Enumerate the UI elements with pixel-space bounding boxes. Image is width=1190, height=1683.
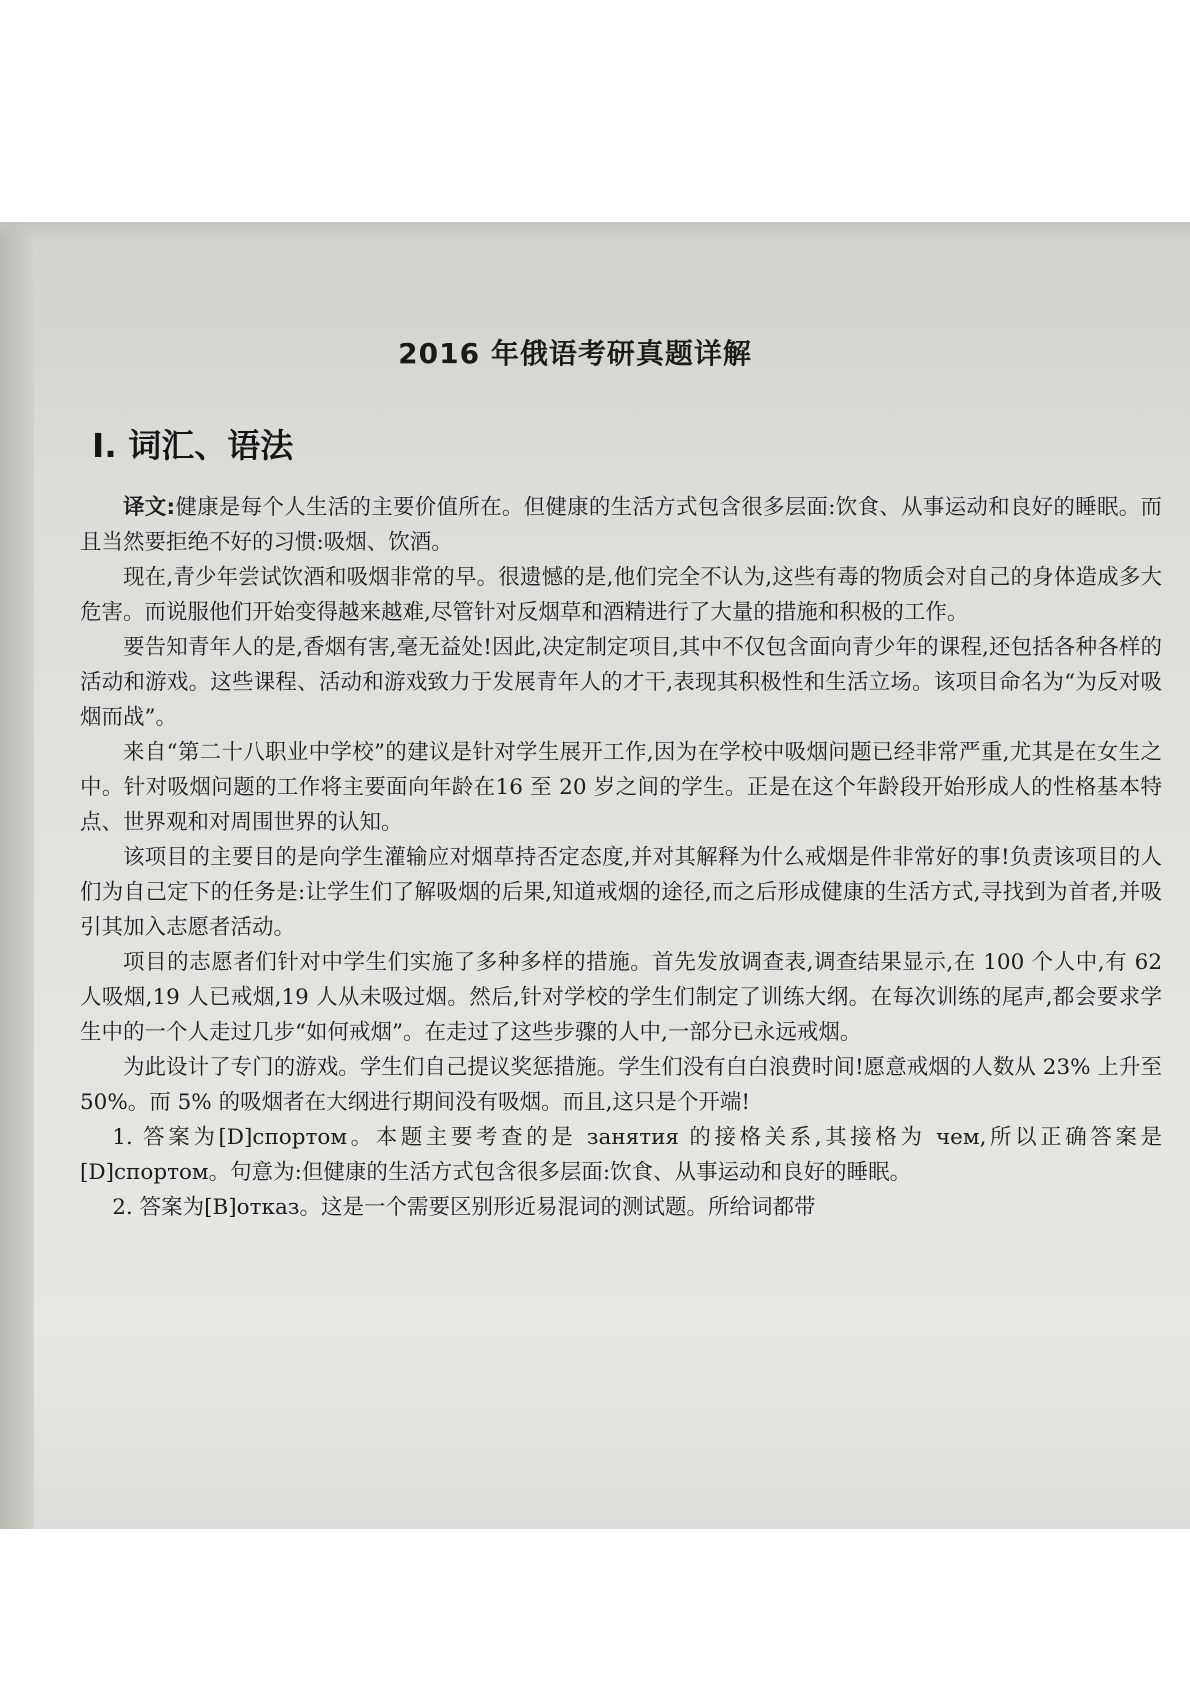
page-title: 2016 年俄语考研真题详解 <box>398 337 752 370</box>
page-gutter-shadow <box>0 222 34 1529</box>
translation-paragraph: 译文:健康是每个人生活的主要价值所在。但健康的生活方式包含很多层面:饮食、从事运动和良好的睡眠。而且当然要拒绝不好的习惯:吸烟、饮酒。 <box>80 495 1162 555</box>
translation-paragraph: 要告知青年人的是,香烟有害,毫无益处!因此,决定制定项目,其中不仅包含面向青少年的课程,还包括各种各样的活动和游戏。这些课程、活动和游戏致力于发展青年人的才干,表现其积极性和生活立场。该项目命名为“为反对吸烟而战”。 <box>80 635 1162 730</box>
translation-paragraph: 来自“第二十八职业中学校”的建议是针对学生展开工作,因为在学校中吸烟问题已经非常严重,尤其是在女生之中。针对吸烟问题的工作将主要面向年龄在16 至 20 岁之间的学生。正是在这个年龄段开始形成人的性格基本特点、世界观和对周围世界的认知。 <box>80 740 1162 835</box>
translation-label: 译文: <box>123 495 176 520</box>
answer-explanation: 1. 答案为[D]спортом。本题主要考查的是 занятия 的接格关系,其接格为 чем,所以正确答案是[D]спортом。句意为:但健康的生活方式包含很多层面:饮食、从事运动和良好的睡眠。 <box>80 1125 1162 1185</box>
book-page <box>60 222 1170 1529</box>
book-page-photo <box>0 222 1190 1529</box>
section-heading: Ⅰ. 词汇、语法 <box>92 426 294 465</box>
translation-body <box>80 490 1162 1225</box>
translation-paragraph: 现在,青少年尝试饮酒和吸烟非常的早。很遗憾的是,他们完全不认为,这些有毒的物质会对自己的身体造成多大危害。而说服他们开始变得越来越难,尽管针对反烟草和酒精进行了大量的措施和积极的工作。 <box>80 565 1162 625</box>
translation-paragraph: 该项目的主要目的是向学生灌输应对烟草持否定态度,并对其解释为什么戒烟是件非常好的事!负责该项目的人们为自己定下的任务是:让学生们了解吸烟的后果,知道戒烟的途径,而之后形成健康的生活方式,寻找到为首者,并吸引其加入志愿者活动。 <box>80 845 1162 940</box>
answer-explanation: 2. 答案为[B]отказ。这是一个需要区别形近易混词的测试题。所给词都带 <box>112 1195 816 1220</box>
translation-paragraph: 项目的志愿者们针对中学生们实施了多种多样的措施。首先发放调查表,调查结果显示,在 100 个人中,有 62 人吸烟,19 人已戒烟,19 人从未吸过烟。然后,针对学校的学生们制定了训练大纲。在每次训练的尾声,都会要求学生中的一个人走过几步“如何戒烟”。在走过了这些步骤的人中,一部分已永远戒烟。 <box>80 950 1162 1045</box>
translation-paragraph: 为此设计了专门的游戏。学生们自己提议奖惩措施。学生们没有白白浪费时间!愿意戒烟的人数从 23% 上升至 50%。而 5% 的吸烟者在大纲进行期间没有吸烟。而且,这只是个开端! <box>80 1055 1162 1115</box>
